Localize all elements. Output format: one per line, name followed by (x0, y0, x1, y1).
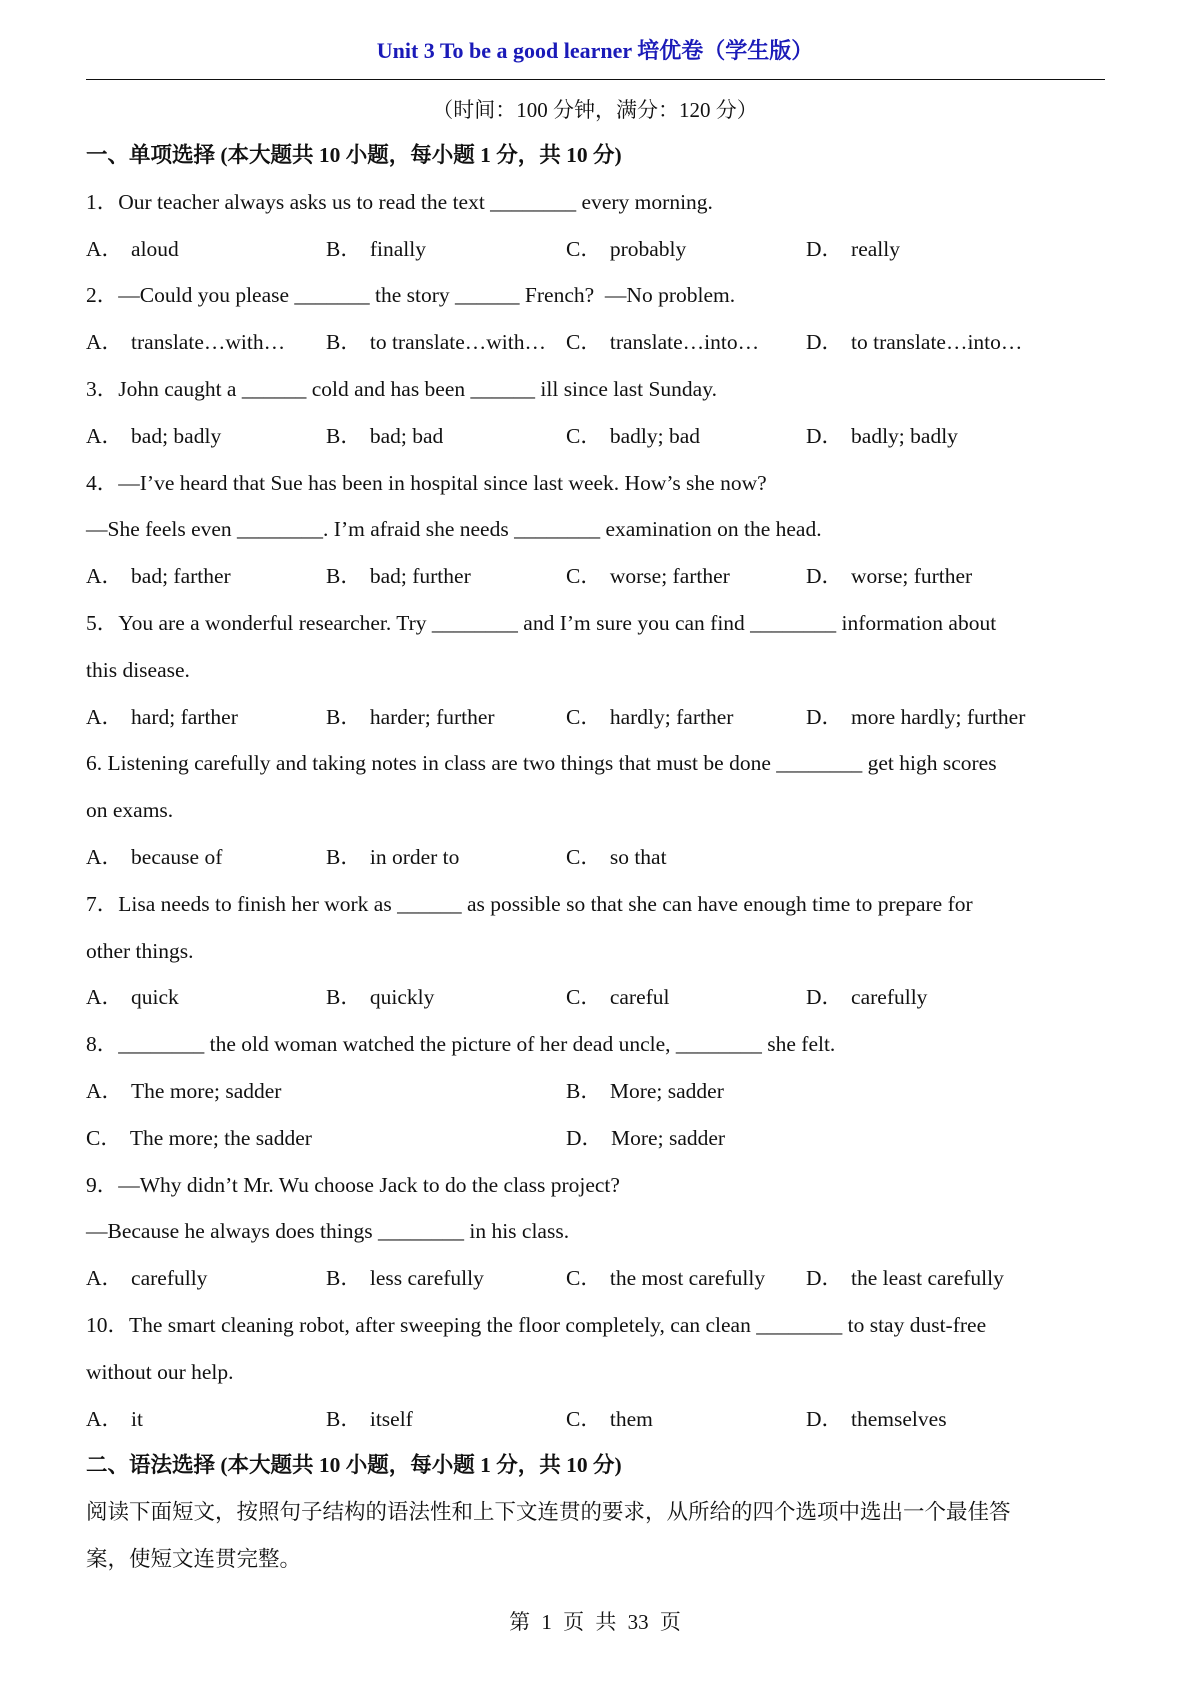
option-d (806, 553, 1046, 600)
options (86, 834, 1105, 881)
option-letter: C． (566, 1406, 602, 1431)
option-letter: D． (806, 1266, 844, 1291)
section-1-heading: 一、单项选择 (本大题共 10 小题，每小题 1 分，共 10 分) (86, 143, 622, 167)
options (86, 694, 1105, 741)
option-letter: C． (566, 985, 602, 1010)
option-a (86, 834, 326, 881)
option-letter: B． (326, 1266, 362, 1291)
option-text: them (609, 1406, 653, 1431)
option-text: The more; the sadder (129, 1125, 312, 1150)
option-letter: C． (566, 423, 602, 448)
option-letter: C． (566, 236, 602, 261)
options (86, 1396, 1105, 1443)
option-a (86, 694, 326, 741)
option-c (566, 974, 806, 1021)
option-a (86, 226, 326, 273)
question-stem: other things. (86, 938, 194, 963)
option-b (326, 974, 566, 1021)
option-text: so that (609, 844, 667, 869)
option-letter: B． (566, 1078, 602, 1103)
option-text: because of (131, 844, 223, 869)
option-text: harder; further (369, 704, 495, 729)
option-d (806, 226, 1046, 273)
option-letter: A． (86, 985, 124, 1010)
title-divider (86, 79, 1105, 80)
option-letter: D． (566, 1125, 604, 1150)
option-letter: D． (806, 423, 844, 448)
question-8 (86, 1021, 1105, 1161)
option-text: careful (609, 985, 670, 1010)
options (86, 1255, 1105, 1302)
option-letter: A． (86, 1078, 124, 1103)
question-stem: 4．—I’ve heard that Sue has been in hospital since last week. How’s she now? (86, 470, 767, 495)
option-text: bad; badly (131, 423, 222, 448)
option-b (326, 694, 566, 741)
option-letter: B． (326, 985, 362, 1010)
option-d (806, 413, 1046, 460)
option-letter: D． (806, 985, 844, 1010)
option-c (566, 694, 806, 741)
question-stem: 10．The smart cleaning robot, after sweeping the floor completely, can clean ________ to stay dust-free (86, 1312, 987, 1337)
option-text: finally (369, 236, 426, 261)
time-note: （时间：100 分钟，满分：120 分） (432, 98, 758, 122)
option-text: badly; bad (609, 423, 701, 448)
question-stem: 9．—Why didn’t Mr. Wu choose Jack to do the class project? (86, 1172, 620, 1197)
option-letter: A． (86, 564, 124, 589)
option-text: less carefully (369, 1266, 484, 1291)
option-letter: C． (566, 704, 602, 729)
option-letter: B． (326, 1406, 362, 1431)
option-letter: B． (326, 564, 362, 589)
option-text: badly; badly (851, 423, 958, 448)
question-stem: on exams. (86, 798, 174, 823)
option-text: the most carefully (609, 1266, 766, 1291)
option-a (86, 413, 326, 460)
question-4 (86, 460, 1105, 600)
question-stem: 5．You are a wonderful researcher. Try ________ and I’m sure you can find ________ information about (86, 610, 997, 635)
option-a (86, 974, 326, 1021)
option-text: the least carefully (851, 1266, 1004, 1291)
section-2-heading: 二、语法选择 (本大题共 10 小题，每小题 1 分，共 10 分) (86, 1453, 622, 1478)
option-text: translate…with… (131, 330, 286, 355)
option-letter: B． (326, 330, 362, 355)
section-2-instructions-line-2: 案，使短文连贯完整。 (86, 1546, 302, 1571)
option-letter: B． (326, 844, 362, 869)
option-letter: A． (86, 423, 124, 448)
option-a (86, 319, 326, 366)
option-letter: A． (86, 330, 124, 355)
option-d (806, 1396, 1046, 1443)
question-stem: without our help. (86, 1359, 234, 1384)
option-text: More; sadder (609, 1078, 724, 1103)
option-text: it (131, 1406, 143, 1431)
option-b (566, 1068, 1046, 1115)
option-text: more hardly; further (851, 704, 1026, 729)
question-stem: 7．Lisa needs to finish her work as ______ as possible so that she can have enough time to prepare for (86, 891, 973, 916)
option-text: quick (131, 985, 179, 1010)
option-c (566, 226, 806, 273)
question-stem: 3．John caught a ______ cold and has been ______ ill since last Sunday. (86, 376, 717, 401)
option-text: hardly; farther (609, 704, 734, 729)
option-letter: B． (326, 704, 362, 729)
option-c (566, 413, 806, 460)
option-d (806, 1255, 1046, 1302)
option-text: The more; sadder (131, 1078, 282, 1103)
option-text: itself (369, 1406, 413, 1431)
option-letter: A． (86, 236, 124, 261)
option-text: in order to (369, 844, 460, 869)
option-b (326, 226, 566, 273)
option-c (86, 1115, 566, 1162)
option-text: bad; farther (131, 564, 231, 589)
option-text: carefully (131, 1266, 208, 1291)
option-text: More; sadder (611, 1125, 726, 1150)
document-title: Unit 3 To be a good learner 培优卷（学生版） (376, 38, 814, 63)
option-text: carefully (851, 985, 928, 1010)
options (86, 226, 1105, 273)
document-body (86, 132, 1105, 1583)
options (86, 1068, 1105, 1162)
option-letter: D． (806, 236, 844, 261)
question-stem: 6. Listening carefully and taking notes in class are two things that must be done ________ get high scores (86, 751, 997, 776)
option-a (86, 1068, 566, 1115)
option-text: worse; farther (609, 564, 730, 589)
option-text: quickly (369, 985, 435, 1010)
option-letter: D． (806, 1406, 844, 1431)
options (86, 319, 1105, 366)
option-b (326, 413, 566, 460)
option-letter: A． (86, 1266, 124, 1291)
question-9 (86, 1162, 1105, 1302)
option-text: worse; further (851, 564, 973, 589)
option-b (326, 1396, 566, 1443)
option-text: probably (609, 236, 687, 261)
options (86, 413, 1105, 460)
question-2 (86, 272, 1105, 366)
question-stem: —She feels even ________. I’m afraid she needs ________ examination on the head. (86, 517, 822, 542)
option-letter: D． (806, 564, 844, 589)
question-5 (86, 600, 1105, 740)
question-stem: 2．—Could you please _______ the story ______ French? —No problem. (86, 283, 736, 308)
option-c (566, 834, 806, 881)
option-text: to translate…with… (369, 330, 546, 355)
option-text: bad; further (369, 564, 471, 589)
question-10 (86, 1302, 1105, 1442)
option-a (86, 553, 326, 600)
option-text: aloud (131, 236, 179, 261)
option-a (86, 1255, 326, 1302)
option-letter: A． (86, 844, 124, 869)
question-7 (86, 881, 1105, 1021)
question-6 (86, 740, 1105, 880)
option-d (806, 694, 1046, 741)
page-footer: 第 1 页 共 33 页 (509, 1610, 681, 1634)
option-letter: C． (86, 1125, 122, 1150)
option-c (566, 553, 806, 600)
option-text: translate…into… (609, 330, 760, 355)
options (86, 553, 1105, 600)
option-letter: D． (806, 330, 844, 355)
question-1 (86, 179, 1105, 273)
options (86, 974, 1105, 1021)
option-b (326, 834, 566, 881)
option-c (566, 1255, 806, 1302)
option-text: bad; bad (369, 423, 444, 448)
option-letter: C． (566, 1266, 602, 1291)
option-b (326, 1255, 566, 1302)
option-text: hard; farther (131, 704, 238, 729)
option-a (86, 1396, 326, 1443)
option-letter: C． (566, 844, 602, 869)
question-stem: this disease. (86, 657, 190, 682)
option-letter: D． (806, 704, 844, 729)
option-c (566, 319, 806, 366)
option-d (566, 1115, 1046, 1162)
option-letter: C． (566, 330, 602, 355)
option-text: themselves (851, 1406, 947, 1431)
question-stem: —Because he always does things ________ in his class. (86, 1219, 570, 1244)
option-letter: C． (566, 564, 602, 589)
option-b (326, 319, 566, 366)
option-d (806, 974, 1046, 1021)
option-letter: B． (326, 423, 362, 448)
question-stem: 1．Our teacher always asks us to read the text ________ every morning. (86, 189, 713, 214)
section-2-instructions-line-1: 阅读下面短文，按照句子结构的语法性和上下文连贯的要求，从所给的四个选项中选出一个最佳答 (86, 1500, 1011, 1525)
option-b (326, 553, 566, 600)
question-3 (86, 366, 1105, 460)
question-stem: 8．________ the old woman watched the picture of her dead uncle, ________ she felt. (86, 1032, 836, 1057)
option-text: to translate…into… (851, 330, 1023, 355)
option-letter: A． (86, 704, 124, 729)
option-d (806, 319, 1046, 366)
option-letter: B． (326, 236, 362, 261)
question-list (86, 179, 1105, 1443)
option-text: really (851, 236, 900, 261)
option-letter: A． (86, 1406, 124, 1431)
option-c (566, 1396, 806, 1443)
